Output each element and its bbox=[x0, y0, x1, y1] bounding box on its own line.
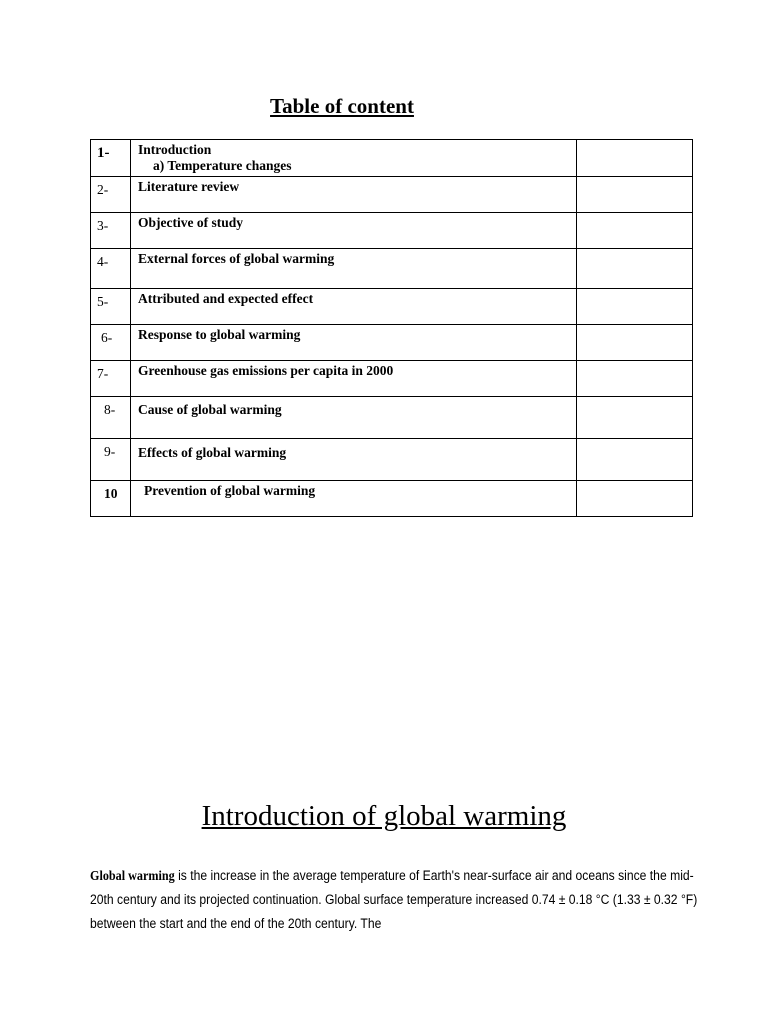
toc-entry-title: Cause of global warming bbox=[138, 402, 282, 417]
toc-page-cell bbox=[577, 249, 693, 289]
toc-entry-title: Greenhouse gas emissions per capita in 2000 bbox=[138, 363, 394, 378]
toc-page-cell bbox=[577, 361, 693, 397]
toc-entry-title: Objective of study bbox=[138, 215, 243, 230]
toc-entry-subtitle: a) Temperature changes bbox=[153, 158, 292, 173]
table-row bbox=[91, 361, 693, 397]
toc-num: 5- bbox=[97, 294, 109, 309]
toc-num-cell bbox=[91, 361, 131, 397]
toc-table bbox=[90, 139, 693, 517]
toc-num-cell bbox=[91, 325, 131, 361]
toc-page-cell bbox=[577, 213, 693, 249]
toc-title-cell bbox=[131, 213, 577, 249]
toc-title-cell bbox=[131, 397, 577, 439]
toc-entry-title: Prevention of global warming bbox=[144, 483, 316, 498]
intro-text: is the increase in the average temperature of Earth's near-surface air and oceans since the mid-20th century and its projected continuation. Global surface temperature increased 0.74 ± 0.18 °C (1.33 ± 0.32 °F) between the start and the end of the 20th century. The bbox=[90, 867, 698, 931]
toc-page-cell bbox=[577, 177, 693, 213]
toc-entry-title: Effects of global warming bbox=[138, 445, 287, 460]
toc-num-cell bbox=[91, 177, 131, 213]
toc-title-cell bbox=[131, 249, 577, 289]
table-row bbox=[91, 481, 693, 517]
toc-page-cell bbox=[577, 325, 693, 361]
toc-title: Table of content bbox=[270, 94, 414, 118]
toc-title-cell bbox=[131, 325, 577, 361]
toc-num: 4- bbox=[97, 254, 109, 269]
toc-page-cell bbox=[577, 439, 693, 481]
table-row bbox=[91, 397, 693, 439]
table-row bbox=[91, 213, 693, 249]
table-row bbox=[91, 439, 693, 481]
intro-lead-term: Global warming bbox=[90, 867, 175, 883]
toc-page-cell bbox=[577, 140, 693, 177]
toc-entry-title: Introduction bbox=[138, 142, 212, 157]
intro-heading: Introduction of global warming bbox=[201, 800, 567, 832]
table-row bbox=[91, 325, 693, 361]
toc-num-cell bbox=[91, 439, 131, 481]
toc-title-cell bbox=[131, 177, 577, 213]
table-row bbox=[91, 289, 693, 325]
toc-num: 6- bbox=[101, 330, 113, 345]
intro-paragraph bbox=[90, 864, 702, 936]
toc-num: 10 bbox=[104, 486, 118, 501]
toc-num: 2- bbox=[97, 182, 109, 197]
toc-num: 8- bbox=[104, 402, 116, 417]
toc-num: 3- bbox=[97, 218, 109, 233]
toc-page-cell bbox=[577, 397, 693, 439]
toc-entry-title: External forces of global warming bbox=[138, 251, 335, 266]
toc-num: 9- bbox=[104, 444, 116, 459]
toc-title-cell bbox=[131, 361, 577, 397]
table-row bbox=[91, 249, 693, 289]
toc-num-cell bbox=[91, 289, 131, 325]
toc-page-cell bbox=[577, 481, 693, 517]
toc-num-cell bbox=[91, 213, 131, 249]
toc-page-cell bbox=[577, 289, 693, 325]
toc-num-cell bbox=[91, 397, 131, 439]
table-row bbox=[91, 140, 693, 177]
toc-num-cell bbox=[91, 481, 131, 517]
toc-num: 7- bbox=[97, 366, 109, 381]
table-row bbox=[91, 177, 693, 213]
toc-title-cell bbox=[131, 140, 577, 177]
toc-num-cell bbox=[91, 140, 131, 177]
toc-entry-title: Literature review bbox=[138, 179, 240, 194]
toc-title-cell bbox=[131, 481, 577, 517]
toc-num: 1- bbox=[97, 145, 110, 161]
toc-entry-title: Attributed and expected effect bbox=[138, 291, 314, 306]
toc-num-cell bbox=[91, 249, 131, 289]
toc-entry-title: Response to global warming bbox=[138, 327, 301, 342]
toc-title-cell bbox=[131, 289, 577, 325]
toc-title-cell bbox=[131, 439, 577, 481]
